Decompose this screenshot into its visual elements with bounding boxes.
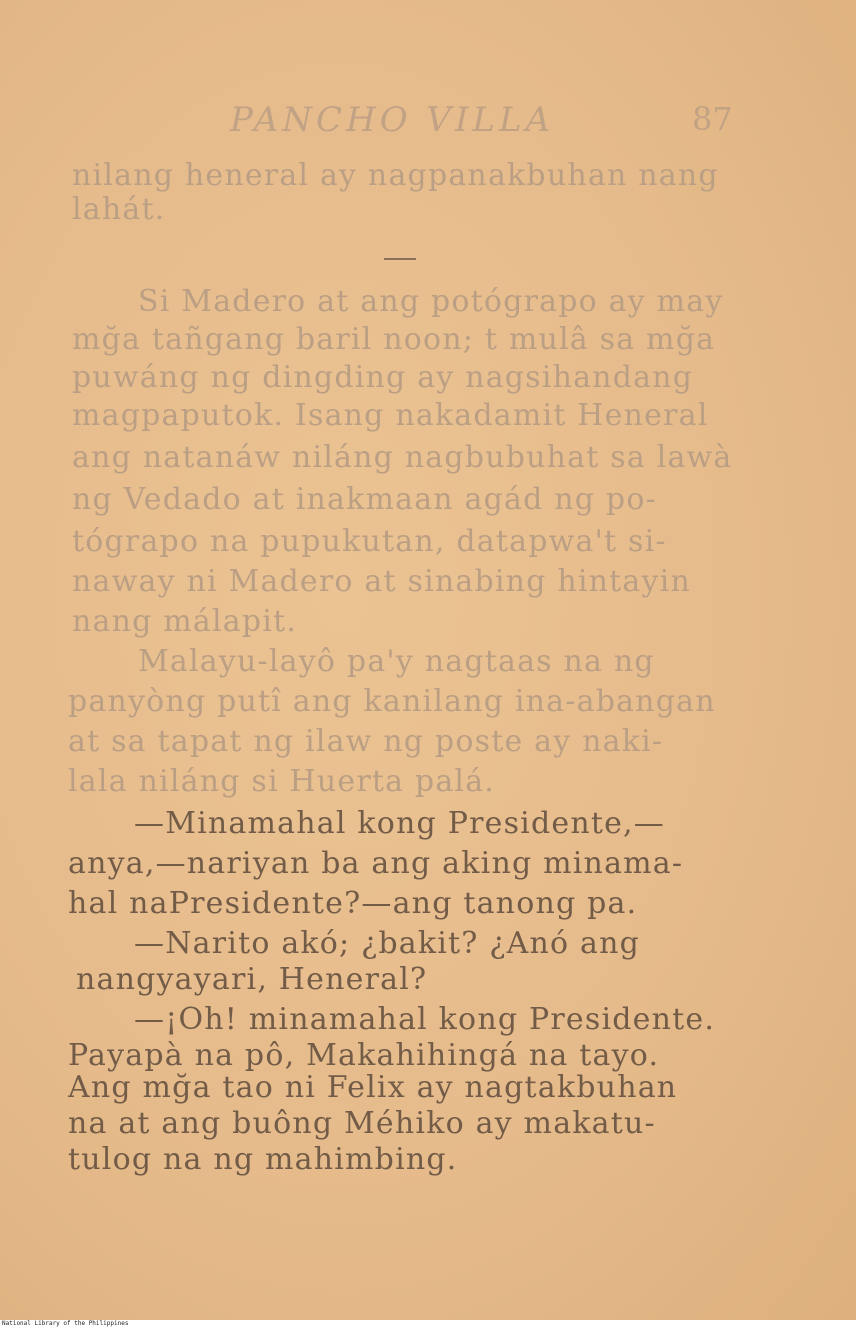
running-head-title: PANCHO VILLA [230,100,555,140]
text-line: Malayu-layô pa'y nagtaas na ng [138,644,655,679]
text-line: tógrapo na pupukutan, datapwa't si- [72,524,667,559]
text-line: puwáng ng dingding ay nagsihandang [72,360,694,395]
text-line: nangyayari, Heneral? [76,962,428,997]
text-line: at sa tapat ng ilaw ng poste ay naki- [68,724,664,759]
text-line: magpaputok. Isang nakadamit Heneral [72,398,709,433]
text-line: —Minamahal kong Presidente,— [134,806,665,841]
text-line: Si Madero at ang potógrapo ay may [138,284,724,319]
text-line: ang natanáw niláng nagbubuhat sa lawà [72,440,733,475]
text-line: lahát. [72,192,166,227]
text-line: anya,—nariyan ba ang aking minama- [68,846,684,881]
text-line: na at ang buông Méhiko ay makatu- [68,1106,656,1141]
text-line: panyòng putî ang kanilang ina-abangan [68,684,716,719]
scan-credit: National Library of the Philippines [2,1320,129,1327]
text-line: Payapà na pô, Makahihingá na tayo. [68,1038,660,1073]
text-line: ng Vedado at inakmaan agád ng po- [72,482,657,517]
text-line: mğa tañgang baril noon; t mulâ sa mğa [72,322,716,357]
text-line: hal naPresidente?—ang tanong pa. [68,886,638,921]
text-line: nilang heneral ay nagpanakbuhan nang [72,158,719,193]
text-line: —¡Oh! minamahal kong Presidente. [134,1002,716,1037]
text-line: —Narito akó; ¿bakit? ¿Anó ang [134,926,640,961]
text-line: naway ni Madero at sinabing hintayin [72,564,691,599]
page-number: 87 [692,100,733,138]
section-divider [384,258,416,260]
text-line: lala niláng si Huerta palá. [68,764,496,799]
text-line: tulog na ng mahimbing. [68,1142,458,1177]
text-line: nang málapit. [72,604,298,639]
text-line: Ang mğa tao ni Felix ay nagtakbuhan [68,1070,678,1105]
